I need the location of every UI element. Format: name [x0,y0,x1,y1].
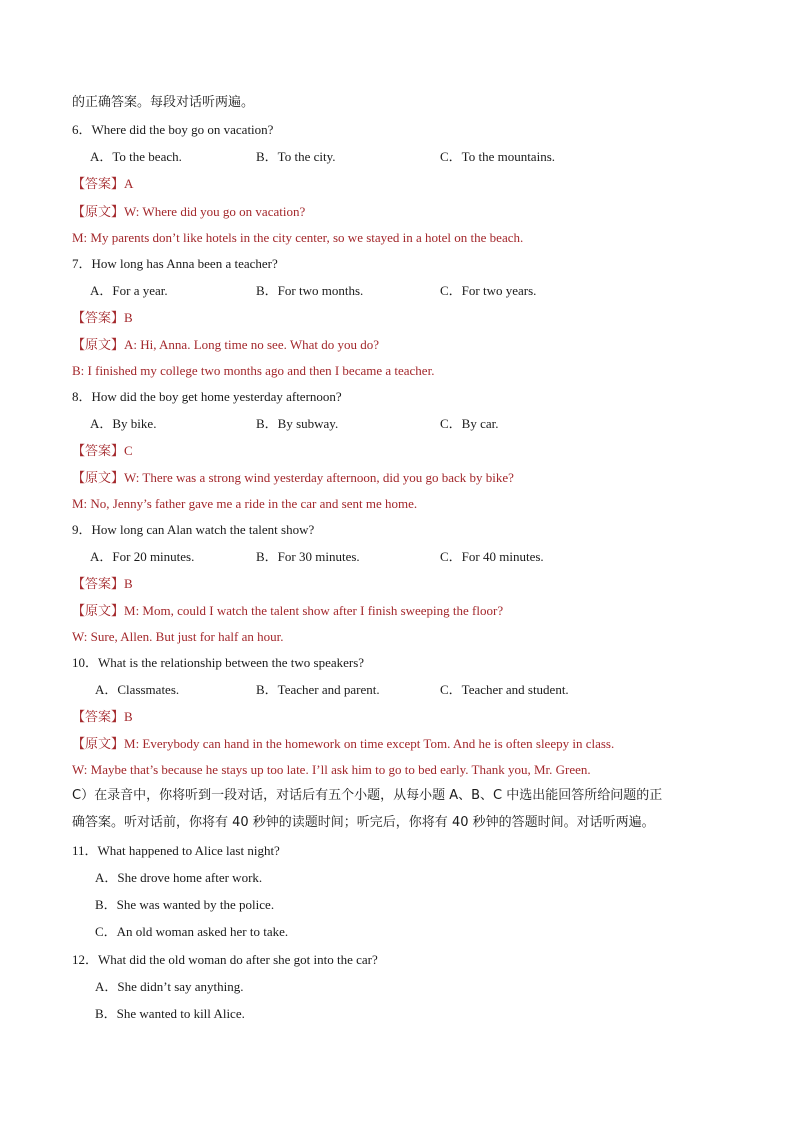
question-6-option-a: A．To the beach. [90,149,182,164]
question-12-option-a: A．She didn’t say anything. [95,979,244,994]
question-11-stem: 11．What happened to Alice last night? [72,843,280,858]
section-c-instruction-line-1: C）在录音中，你将听到一段对话，对话后有五个小题，从每小题 A、B、C 中选出能回答所给问题的正 [72,788,663,803]
question-6-option-b: B．To the city. [256,149,336,164]
answer-value: B [124,310,133,325]
section-intro: 的正确答案。每段对话听两遍。 [72,95,255,110]
question-9-option-c: C．For 40 minutes. [440,549,544,564]
question-6-stem: 6．Where did the boy go on vacation? [72,122,274,137]
question-9-original-text-2: W: Sure, Allen. But just for half an hour. [72,629,284,644]
answer-value: B [124,709,133,724]
question-6-answer [72,175,133,194]
question-8-stem: 8．How did the boy get home yesterday afternoon? [72,389,342,404]
answer-tag: 【答案】 [72,177,125,192]
question-9-option-b: B．For 30 minutes. [256,549,360,564]
question-9-stem: 9．How long can Alan watch the talent show? [72,522,315,537]
question-8-original-text [72,469,514,488]
question-7-stem: 7．How long has Anna been a teacher? [72,256,278,271]
question-8-answer [72,442,133,461]
question-9-answer [72,575,133,594]
question-12-stem: 12．What did the old woman do after she got into the car? [72,952,378,967]
original-tag: 【原文】 [72,737,125,752]
answer-value: C [124,443,133,458]
original-tag: 【原文】 [72,338,125,353]
question-11-option-b: B．She was wanted by the police. [95,897,275,912]
question-10-answer [72,708,133,727]
original-tag: 【原文】 [72,604,125,619]
question-8-option-c: C．By car. [440,416,499,431]
answer-tag: 【答案】 [72,710,125,725]
question-11-option-a: A．She drove home after work. [95,870,263,885]
original-line: M: Mom, could I watch the talent show after I finish sweeping the floor? [124,603,504,618]
question-10-option-a: A．Classmates. [95,682,180,697]
question-6-original-text [72,203,305,222]
question-8-original-text-2: M: No, Jenny’s father gave me a ride in the car and sent me home. [72,496,418,511]
question-6-original-text-2: M: My parents don’t like hotels in the city center, so we stayed in a hotel on the beach. [72,230,524,245]
question-7-original-text-2: B: I finished my college two months ago and then I became a teacher. [72,363,435,378]
original-line: M: Everybody can hand in the homework on time except Tom. And he is often sleepy in class. [124,736,615,751]
question-7-answer [72,309,133,328]
answer-tag: 【答案】 [72,577,125,592]
answer-tag: 【答案】 [72,311,125,326]
question-10-stem: 10．What is the relationship between the two speakers? [72,655,365,670]
question-6-option-c: C．To the mountains. [440,149,556,164]
answer-value: B [124,576,133,591]
section-c-instruction-line-2: 确答案。听对话前，你将有 40 秒钟的读题时间；听完后，你将有 40 秒钟的答题时间。对话听两遍。 [72,815,655,830]
original-line: W: Where did you go on vacation? [124,204,306,219]
question-7-option-b: B．For two months. [256,283,364,298]
original-tag: 【原文】 [72,205,125,220]
question-11-option-c: C．An old woman asked her to take. [95,924,289,939]
question-10-original-text-2: W: Maybe that’s because he stays up too late. I’ll ask him to go to bed early. Thank you, Mr. Green. [72,762,591,777]
question-12-option-b: B．She wanted to kill Alice. [95,1006,245,1021]
question-7-option-c: C．For two years. [440,283,537,298]
original-line: W: There was a strong wind yesterday afternoon, did you go back by bike? [124,470,514,485]
question-8-option-a: A．By bike. [90,416,157,431]
question-7-original-text [72,336,379,355]
answer-tag: 【答案】 [72,444,125,459]
answer-value: A [124,176,134,191]
question-10-option-b: B．Teacher and parent. [256,682,380,697]
question-10-option-c: C．Teacher and student. [440,682,569,697]
question-8-option-b: B．By subway. [256,416,339,431]
question-9-original-text [72,602,503,621]
question-10-original-text [72,735,614,754]
original-line: A: Hi, Anna. Long time no see. What do you do? [124,337,380,352]
question-7-option-a: A．For a year. [90,283,168,298]
original-tag: 【原文】 [72,471,125,486]
question-9-option-a: A．For 20 minutes. [90,549,195,564]
